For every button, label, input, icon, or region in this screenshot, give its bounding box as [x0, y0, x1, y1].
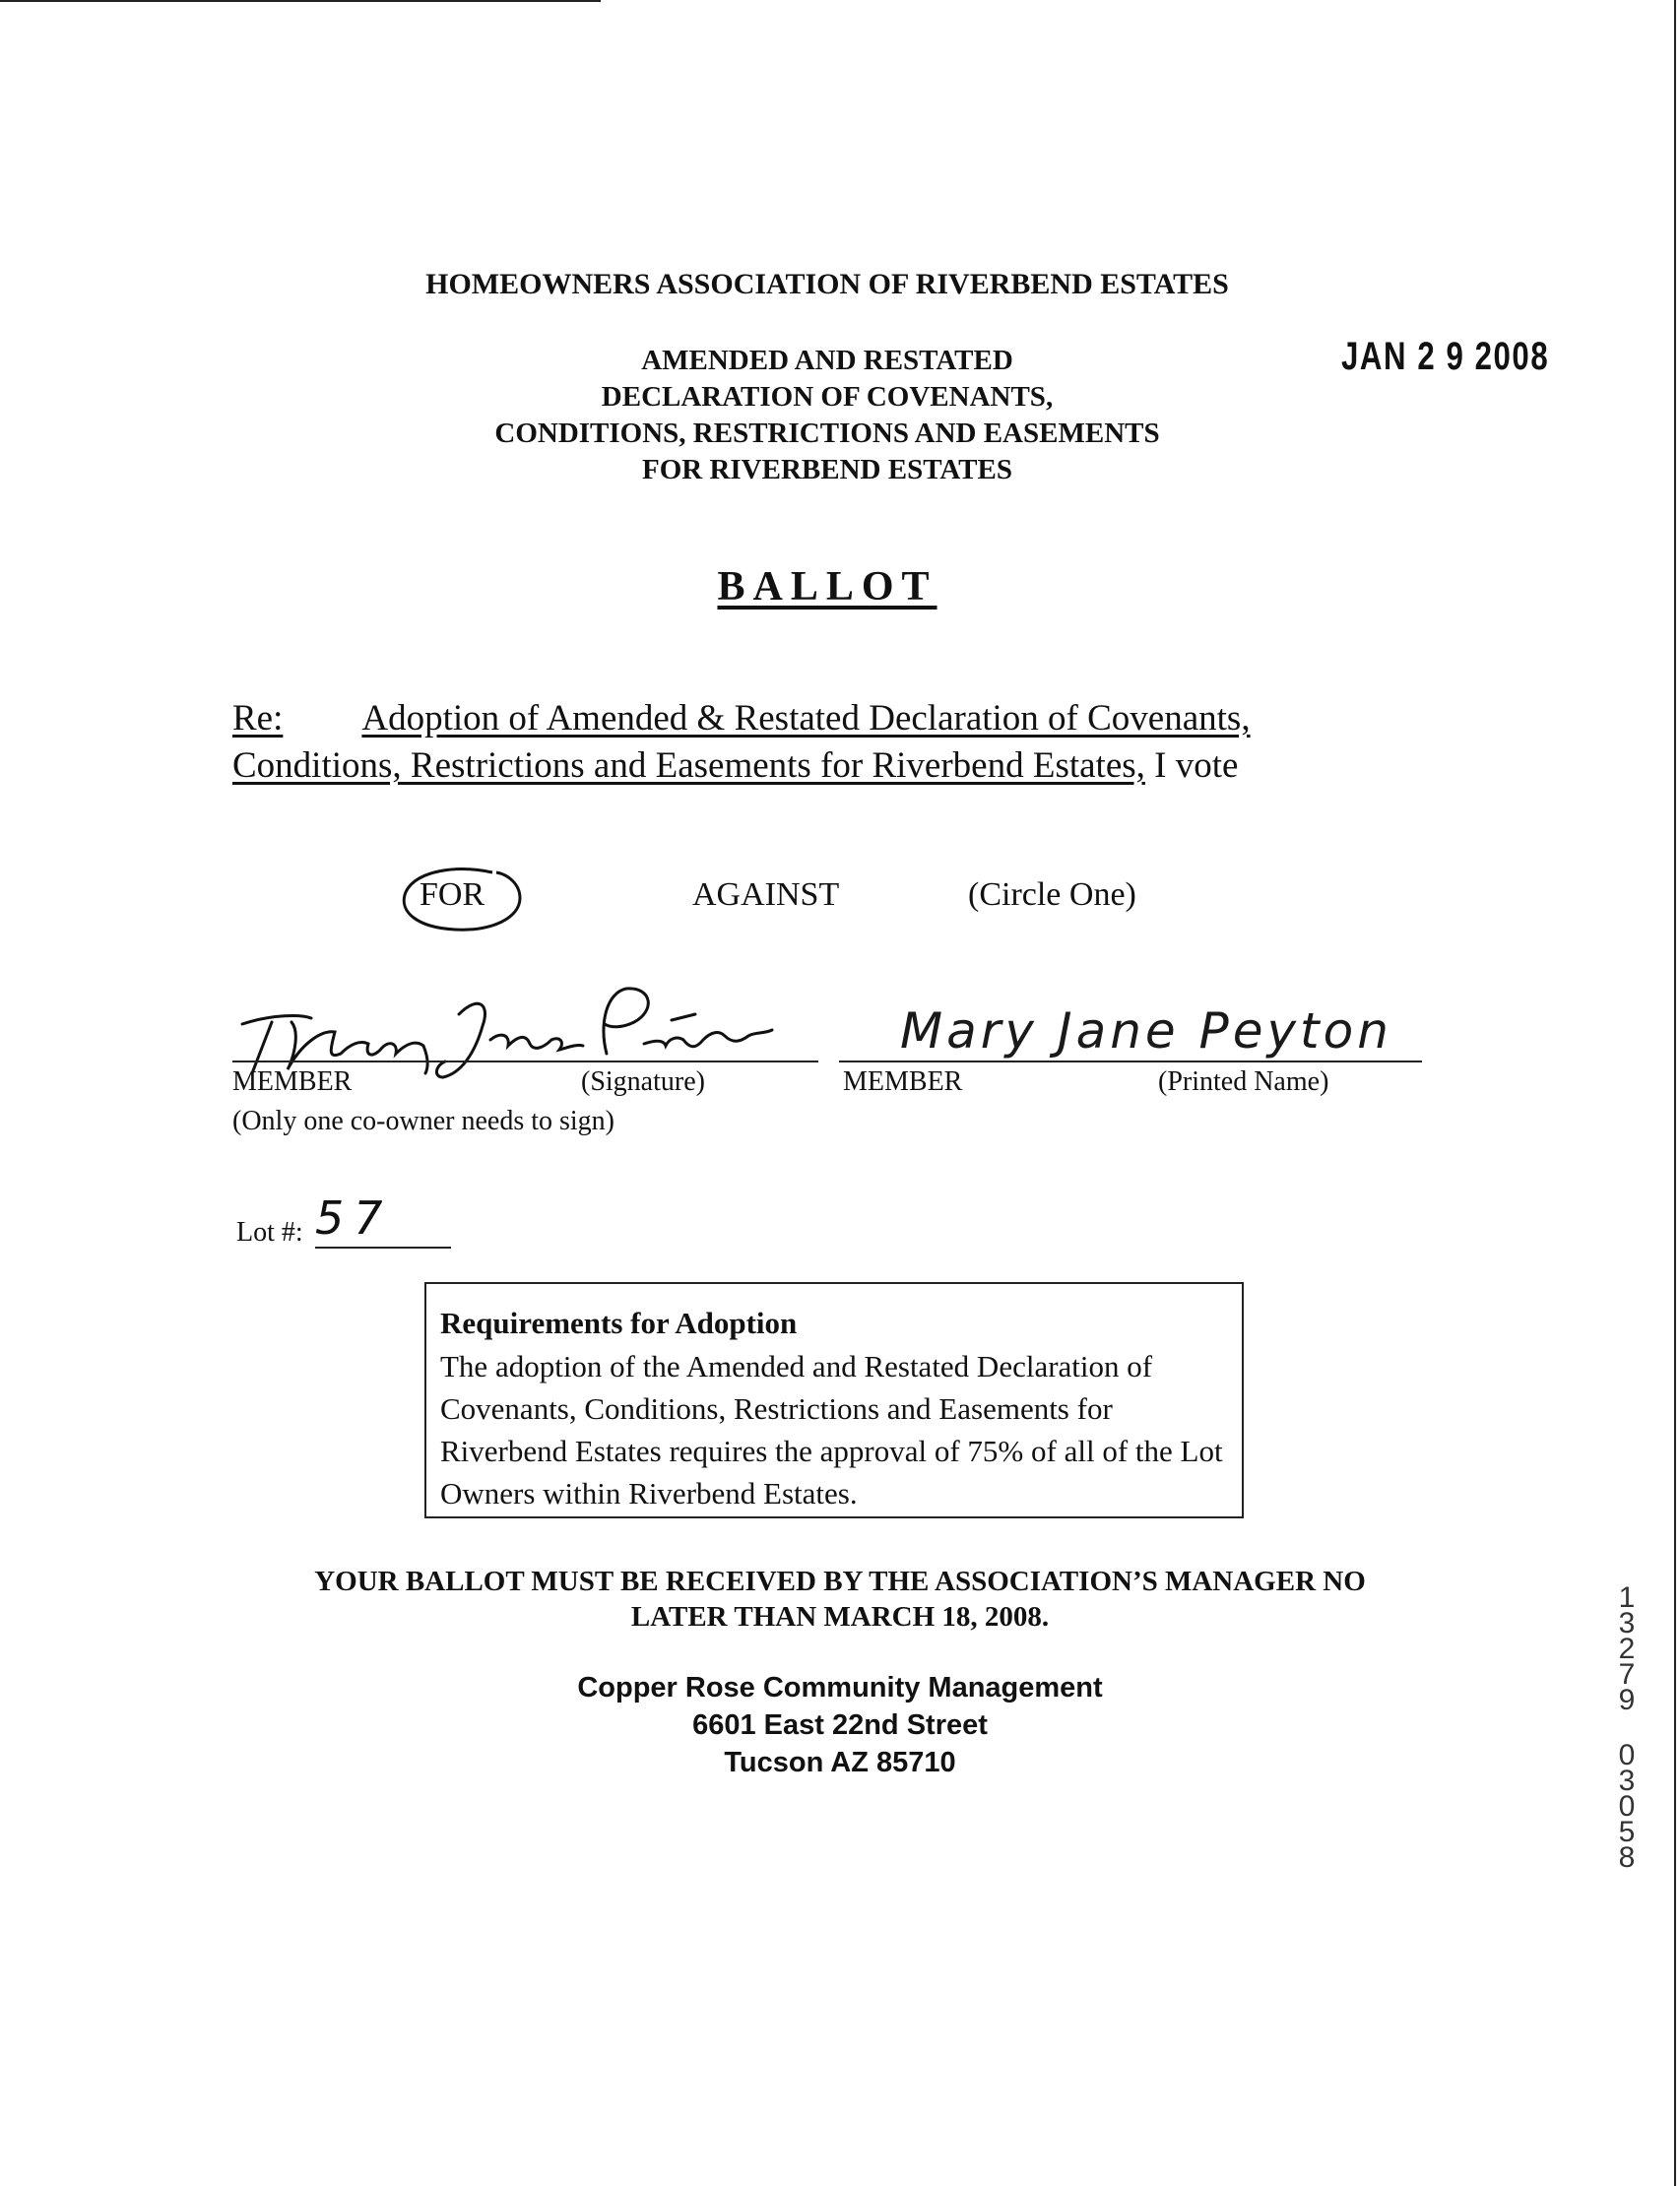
stamp-digit: 9	[1618, 1684, 1636, 1716]
stamp-digit: 1	[1618, 1581, 1636, 1614]
scan-edge-right	[1674, 0, 1676, 2186]
stamp-digit: 0	[1618, 1790, 1636, 1823]
stamp-digit: 2	[1618, 1633, 1636, 1665]
stamp-digit: 7	[1618, 1658, 1636, 1691]
ballot-heading	[0, 563, 1654, 611]
printed-name-caption: (Printed Name)	[1158, 1066, 1329, 1097]
re-text-line2: Conditions, Restrictions and Easements for Riverbend Estates,	[232, 745, 1145, 786]
re-line-2	[232, 742, 1454, 790]
lot-number-label: Lot #:	[236, 1217, 303, 1248]
document-number-stamp	[1607, 1581, 1647, 1874]
printed-name-line	[839, 1061, 1422, 1062]
signature-caption: (Signature)	[581, 1066, 705, 1097]
requirements-box	[424, 1282, 1244, 1518]
vote-instruction: (Circle One)	[968, 876, 1136, 913]
document-title-line: CONDITIONS, RESTRICTIONS AND EASEMENTS	[494, 418, 1160, 449]
signature-line	[232, 1061, 818, 1062]
stamp-digit: 8	[1618, 1841, 1636, 1874]
deadline-line: LATER THAN MARCH 18, 2008.	[630, 1601, 1050, 1633]
member-label: MEMBER	[232, 1066, 353, 1097]
stamp-digit: 3	[1618, 1765, 1636, 1797]
received-date-stamp: JAN 2 9 2008	[1341, 335, 1550, 378]
deadline-notice	[0, 1564, 1680, 1640]
re-text-line1: Adoption of Amended & Restated Declaration of Covenants,	[361, 698, 1251, 739]
requirements-body: The adoption of the Amended and Restated Declaration of Covenants, Conditions, Restrictions and Easements for Riverbend Estates requires the approval of 75% of all of the Lot Owners within Riverbend Estates.	[440, 1349, 1223, 1511]
lot-number-line	[315, 1247, 451, 1249]
re-label: Re:	[232, 698, 284, 739]
member-label: MEMBER	[843, 1066, 963, 1097]
organization-title: HOMEOWNERS ASSOCIATION OF RIVERBEND ESTATES	[425, 268, 1229, 300]
vote-option-against[interactable]: AGAINST	[692, 876, 840, 913]
management-city: Tucson AZ 85710	[724, 1747, 956, 1778]
lot-number-value: 57	[315, 1191, 393, 1245]
re-line-1	[232, 695, 1454, 742]
document-title-line: DECLARATION OF COVENANTS,	[601, 381, 1054, 413]
document-title-line: FOR RIVERBEND ESTATES	[641, 454, 1012, 485]
management-street: 6601 East 22nd Street	[692, 1709, 988, 1741]
re-text-tail: I vote	[1154, 745, 1239, 786]
printed-name-handwritten: Mary Jane Peyton	[900, 1002, 1392, 1060]
deadline-line: YOUR BALLOT MUST BE RECEIVED BY THE ASSOCIATION’S MANAGER NO	[314, 1566, 1366, 1597]
stamp-digit: 3	[1618, 1607, 1636, 1640]
management-address	[0, 1669, 1680, 1781]
management-name: Copper Rose Community Management	[577, 1672, 1103, 1704]
requirements-title: Requirements for Adoption	[440, 1306, 798, 1340]
document-title-line: AMENDED AND RESTATED	[641, 345, 1013, 376]
co-owner-note: (Only one co-owner needs to sign)	[232, 1106, 615, 1136]
vote-option-for-label: FOR	[420, 876, 485, 913]
scan-edge-top	[0, 0, 601, 2]
stamp-digit: 5	[1618, 1816, 1636, 1848]
vote-option-for[interactable]	[398, 867, 522, 932]
stamp-digit: 0	[1618, 1739, 1636, 1771]
re-statement	[232, 695, 1454, 790]
ballot-heading-text: BALLOT	[717, 564, 937, 610]
